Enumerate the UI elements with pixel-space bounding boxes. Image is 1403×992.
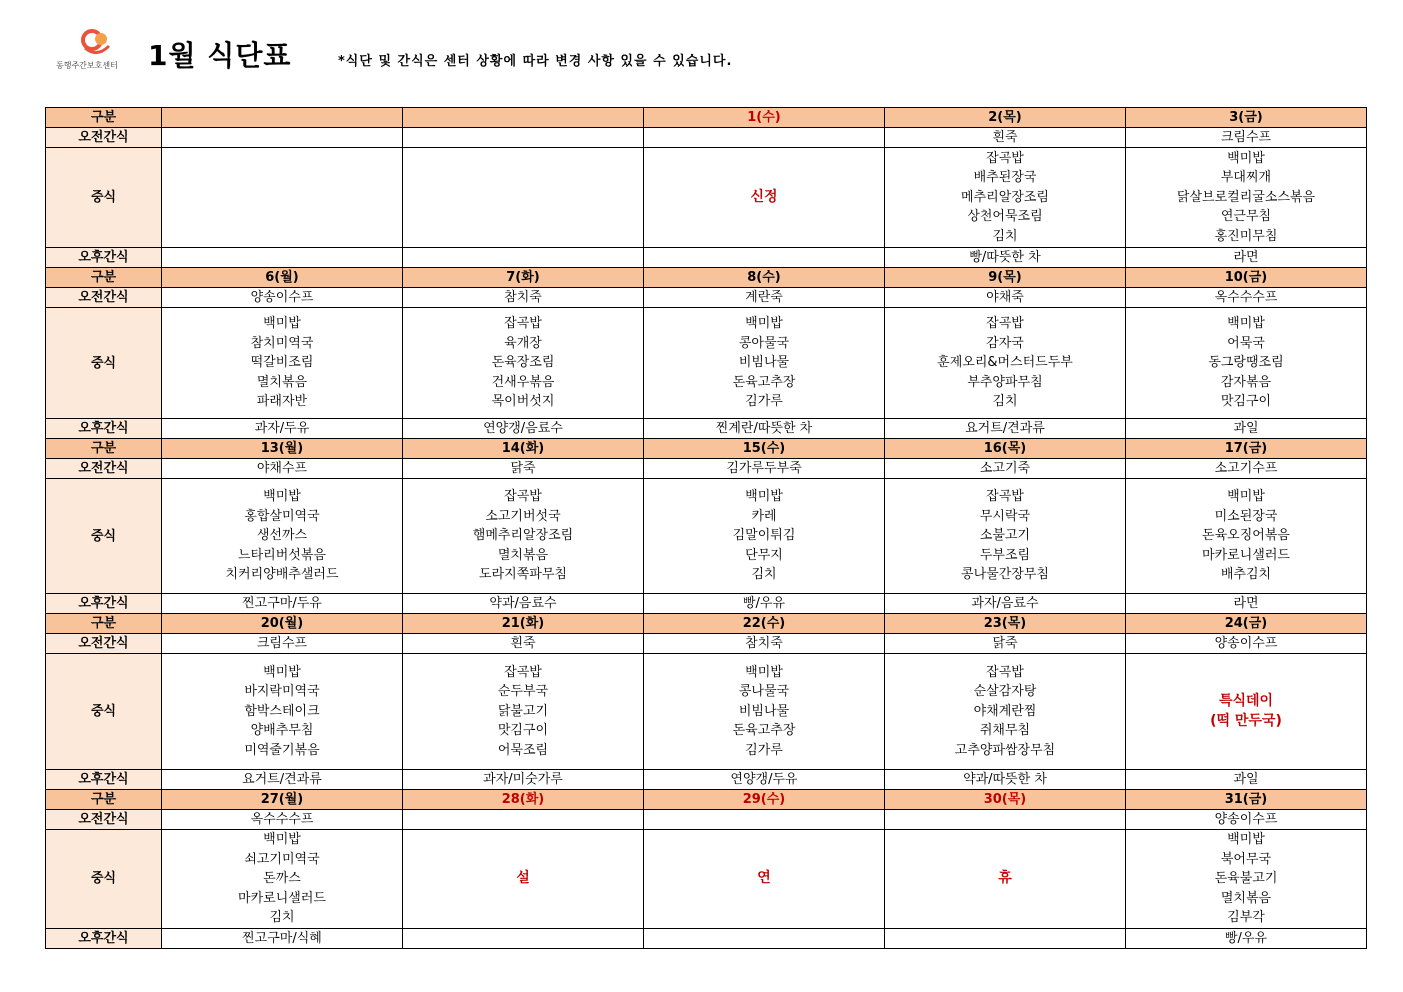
morning-snack-cell (403, 128, 644, 148)
day-header: 9(목) (885, 268, 1126, 288)
lunch-cell (162, 308, 403, 419)
morning-snack-row (46, 288, 1367, 308)
lunch-cell (644, 654, 885, 770)
day-header: 1(수) (644, 108, 885, 128)
afternoon-snack-cell: 과일 (1126, 419, 1367, 439)
menu-item: 김부각 (1227, 910, 1265, 925)
menu-item: 메추리알장조림 (961, 189, 1049, 205)
morning-snack-cell: 소고기죽 (885, 459, 1126, 479)
menu-item: 백미밥 (1227, 832, 1265, 847)
menu-item: 홍합살미역국 (244, 508, 320, 524)
page-title: 1월 식단표 (148, 39, 292, 72)
menu-item: 육개장 (504, 335, 542, 351)
menu-item: 햄메추리알장조림 (472, 528, 574, 544)
notice-text: *식단 및 간식은 센터 상황에 따라 변경 사항 있을 수 있습니다. (338, 54, 733, 69)
afternoon-snack-cell: 요거트/견과류 (162, 770, 403, 790)
menu-item: 닭살브로컬리굴소스볶음 (1176, 189, 1316, 205)
menu-item: 콩나물간장무침 (961, 567, 1049, 583)
menu-item: 콩나물국 (738, 684, 790, 700)
menu-item: 김가루 (745, 742, 783, 758)
menu-item: 콩아물국 (738, 335, 790, 351)
morning-snack-label: 오전간식 (46, 810, 162, 830)
menu-item: 함박스테이크 (244, 703, 320, 719)
afternoon-snack-cell: 찐고구마/식혜 (162, 928, 403, 948)
menu-item: 북어무국 (1220, 851, 1272, 867)
morning-snack-row (46, 634, 1367, 654)
menu-item: 마카로니샐러드 (238, 890, 326, 906)
lunch-cell (885, 148, 1126, 248)
menu-item: 양배추무침 (250, 723, 314, 739)
menu-item: 신정 (750, 188, 778, 205)
lunch-cell (644, 479, 885, 594)
day-header: 21(화) (403, 614, 644, 634)
morning-snack-label: 오전간식 (46, 128, 162, 148)
menu-item: 야채계란찜 (973, 703, 1037, 719)
menu-item: 상천어묵조림 (967, 209, 1043, 225)
afternoon-snack-cell: 빵/우유 (1126, 928, 1367, 948)
menu-item: 쥐채무침 (979, 723, 1031, 739)
menu-item: 잡곡밥 (504, 316, 542, 332)
menu-item: 고추양파쌈장무침 (954, 742, 1056, 758)
day-header (403, 108, 644, 128)
menu-item: 돈까스 (263, 871, 301, 886)
morning-snack-row (46, 459, 1367, 479)
menu-item: 돈육불고기 (1214, 871, 1278, 886)
afternoon-snack-label: 오후간식 (46, 248, 162, 268)
afternoon-snack-row (46, 248, 1367, 268)
day-header: 16(목) (885, 439, 1126, 459)
menu-item: 비빔나물 (738, 703, 790, 719)
menu-item: 치커리양배추샐러드 (225, 567, 339, 583)
menu-item: 백미밥 (745, 489, 783, 505)
morning-snack-cell: 닭죽 (403, 459, 644, 479)
morning-snack-cell: 참치죽 (644, 634, 885, 654)
morning-snack-cell: 양송이수프 (162, 288, 403, 308)
lunch-label: 중식 (46, 830, 162, 929)
afternoon-snack-cell (162, 248, 403, 268)
afternoon-snack-label: 오후간식 (46, 594, 162, 614)
lunch-cell (403, 479, 644, 594)
menu-item: 마카로니샐러드 (1202, 547, 1290, 563)
lunch-cell (644, 830, 885, 929)
menu-item: 백미밥 (1227, 150, 1265, 166)
lunch-cell (885, 479, 1126, 594)
day-header: 22(수) (644, 614, 885, 634)
morning-snack-cell: 양송이수프 (1126, 810, 1367, 830)
menu-item: 부대찌개 (1220, 170, 1272, 186)
menu-item: 설 (516, 870, 530, 886)
afternoon-snack-cell: 과자/음료수 (885, 594, 1126, 614)
menu-item: 생선까스 (256, 528, 308, 544)
menu-item: 파래자반 (256, 394, 308, 410)
day-header: 2(목) (885, 108, 1126, 128)
day-header: 20(월) (162, 614, 403, 634)
lunch-label: 중식 (46, 479, 162, 594)
menu-item: 잡곡밥 (986, 150, 1024, 166)
afternoon-snack-cell (644, 928, 885, 948)
center-logo (56, 28, 126, 74)
lunch-cell (162, 654, 403, 770)
week-header-row (46, 268, 1367, 288)
lunch-cell (885, 830, 1126, 929)
lunch-cell (1126, 148, 1367, 248)
gubun-label: 구분 (46, 614, 162, 634)
lunch-label: 중식 (46, 654, 162, 770)
afternoon-snack-row (46, 770, 1367, 790)
afternoon-snack-label: 오후간식 (46, 928, 162, 948)
meal-plan-table (45, 107, 1367, 949)
menu-item: 감자국 (986, 335, 1024, 351)
lunch-row (46, 830, 1367, 929)
afternoon-snack-cell (403, 928, 644, 948)
morning-snack-cell (162, 128, 403, 148)
menu-item: 미소된장국 (1214, 508, 1278, 524)
menu-item: 연 (757, 870, 771, 886)
menu-item: 떡갈비조림 (250, 355, 314, 371)
menu-item: 잡곡밥 (504, 664, 542, 680)
morning-snack-cell: 옥수수수프 (162, 810, 403, 830)
lunch-row (46, 479, 1367, 594)
morning-snack-cell: 야채죽 (885, 288, 1126, 308)
menu-item: 멸치볶음 (1220, 890, 1272, 906)
morning-snack-cell: 흰죽 (403, 634, 644, 654)
menu-item: 돈육장조림 (491, 355, 555, 371)
menu-item: 백미밥 (263, 832, 301, 847)
menu-item: 감자볶음 (1220, 374, 1272, 390)
gubun-label: 구분 (46, 439, 162, 459)
menu-item: 잡곡밥 (986, 489, 1024, 505)
afternoon-snack-cell (644, 248, 885, 268)
afternoon-snack-row (46, 594, 1367, 614)
day-header: 17(금) (1126, 439, 1367, 459)
day-header: 8(수) (644, 268, 885, 288)
heart-logo-icon (80, 28, 114, 58)
menu-item: 돈육고추장 (732, 374, 796, 390)
menu-item: 참치미역국 (250, 335, 314, 351)
lunch-cell (162, 830, 403, 929)
lunch-cell (1126, 479, 1367, 594)
lunch-cell (644, 308, 885, 419)
week-header-row (46, 108, 1367, 128)
menu-item: 느타리버섯볶음 (238, 547, 326, 563)
afternoon-snack-cell: 약과/음료수 (403, 594, 644, 614)
day-header: 6(월) (162, 268, 403, 288)
menu-item: 김가루 (745, 394, 783, 410)
afternoon-snack-cell: 빵/우유 (644, 594, 885, 614)
day-header: 31(금) (1126, 790, 1367, 810)
menu-item: 특식데이 (1218, 693, 1274, 709)
menu-item: 김치 (751, 567, 777, 583)
menu-item: 도라지쪽파무침 (479, 567, 567, 583)
menu-item: 홍진미무침 (1214, 228, 1278, 244)
afternoon-snack-cell: 라면 (1126, 248, 1367, 268)
afternoon-snack-label: 오후간식 (46, 419, 162, 439)
menu-item: 백미밥 (263, 316, 301, 332)
afternoon-snack-row (46, 928, 1367, 948)
menu-item: 어묵국 (1227, 335, 1265, 351)
menu-item: 김치 (269, 910, 295, 925)
day-header: 15(수) (644, 439, 885, 459)
lunch-cell (885, 654, 1126, 770)
morning-snack-cell: 닭죽 (885, 634, 1126, 654)
logo-text: 동행주간보호센터 (56, 61, 118, 70)
menu-item: 배추김치 (1220, 567, 1272, 583)
menu-item: 백미밥 (1227, 489, 1265, 505)
menu-item: 휴 (998, 870, 1012, 886)
lunch-label: 중식 (46, 148, 162, 248)
day-header: 10(금) (1126, 268, 1367, 288)
morning-snack-cell (403, 810, 644, 830)
menu-item: 바지락미역국 (244, 684, 320, 700)
menu-item: 백미밥 (263, 489, 301, 505)
menu-item: 무시락국 (979, 508, 1031, 524)
afternoon-snack-cell: 연양갱/두유 (644, 770, 885, 790)
afternoon-snack-cell (403, 248, 644, 268)
menu-item: 훈제오리&머스터드두부 (937, 355, 1073, 371)
day-header: 30(목) (885, 790, 1126, 810)
menu-item: 부추양파무침 (967, 374, 1043, 390)
menu-item: 백미밥 (745, 316, 783, 332)
menu-item: 김치 (992, 228, 1018, 244)
afternoon-snack-cell: 약과/따뜻한 차 (885, 770, 1126, 790)
menu-item: 쇠고기미역국 (244, 851, 320, 867)
menu-item: 배추된장국 (973, 170, 1037, 186)
morning-snack-label: 오전간식 (46, 459, 162, 479)
menu-item: 연근무침 (1220, 209, 1272, 225)
morning-snack-cell (885, 810, 1126, 830)
menu-item: 잡곡밥 (504, 489, 542, 505)
gubun-label: 구분 (46, 790, 162, 810)
menu-item: 소불고기 (979, 528, 1031, 544)
lunch-cell (1126, 654, 1367, 770)
morning-snack-cell: 양송이수프 (1126, 634, 1367, 654)
gubun-label: 구분 (46, 268, 162, 288)
week-header-row (46, 439, 1367, 459)
morning-snack-cell: 크림수프 (162, 634, 403, 654)
morning-snack-cell: 계란죽 (644, 288, 885, 308)
morning-snack-cell: 야채수프 (162, 459, 403, 479)
afternoon-snack-cell: 과자/미숫가루 (403, 770, 644, 790)
menu-item: 건새우볶음 (491, 374, 555, 390)
lunch-cell (1126, 308, 1367, 419)
menu-item: 돈육고추장 (732, 723, 796, 739)
menu-item: 멸치볶음 (256, 374, 308, 390)
menu-item: (떡 만두국) (1210, 712, 1282, 729)
menu-item: 맛김구이 (497, 723, 549, 739)
menu-item: 잡곡밥 (986, 316, 1024, 332)
lunch-cell (644, 148, 885, 248)
morning-snack-label: 오전간식 (46, 634, 162, 654)
morning-snack-cell: 크림수프 (1126, 128, 1367, 148)
lunch-cell (162, 148, 403, 248)
menu-item: 소고기버섯국 (485, 508, 561, 524)
menu-item: 백미밥 (1227, 316, 1265, 332)
morning-snack-cell (644, 810, 885, 830)
menu-item: 비빔나물 (738, 355, 790, 371)
day-header: 14(화) (403, 439, 644, 459)
afternoon-snack-cell: 연양갱/음료수 (403, 419, 644, 439)
morning-snack-cell: 참치죽 (403, 288, 644, 308)
morning-snack-cell: 김가루두부죽 (644, 459, 885, 479)
menu-item: 목이버섯지 (491, 394, 555, 410)
day-header: 28(화) (403, 790, 644, 810)
morning-snack-label: 오전간식 (46, 288, 162, 308)
day-header: 29(수) (644, 790, 885, 810)
menu-item: 순두부국 (497, 684, 549, 700)
lunch-row (46, 654, 1367, 770)
afternoon-snack-cell: 요거트/견과류 (885, 419, 1126, 439)
menu-item: 잡곡밥 (986, 664, 1024, 680)
day-header: 24(금) (1126, 614, 1367, 634)
afternoon-snack-cell: 라면 (1126, 594, 1367, 614)
menu-item: 단무지 (745, 547, 783, 563)
afternoon-snack-cell: 찐계란/따뜻한 차 (644, 419, 885, 439)
day-header: 27(월) (162, 790, 403, 810)
lunch-cell (1126, 830, 1367, 929)
lunch-cell (403, 830, 644, 929)
lunch-label: 중식 (46, 308, 162, 419)
lunch-row (46, 148, 1367, 248)
menu-item: 두부조림 (979, 547, 1031, 563)
menu-item: 닭불고기 (497, 703, 549, 719)
menu-item: 동그랑땡조림 (1208, 355, 1284, 371)
morning-snack-row (46, 128, 1367, 148)
lunch-cell (403, 654, 644, 770)
gubun-label: 구분 (46, 108, 162, 128)
day-header: 7(화) (403, 268, 644, 288)
day-header (162, 108, 403, 128)
lunch-cell (403, 148, 644, 248)
afternoon-snack-cell: 과자/두유 (162, 419, 403, 439)
menu-item: 돈육오징어볶음 (1202, 528, 1290, 544)
menu-item: 맛김구이 (1220, 394, 1272, 410)
lunch-row (46, 308, 1367, 419)
menu-item: 백미밥 (263, 664, 301, 680)
menu-item: 순살감자탕 (973, 684, 1037, 700)
week-header-row (46, 790, 1367, 810)
day-header: 23(목) (885, 614, 1126, 634)
lunch-cell (162, 479, 403, 594)
morning-snack-cell: 옥수수수프 (1126, 288, 1367, 308)
menu-item: 김치 (992, 394, 1018, 410)
morning-snack-cell: 소고기수프 (1126, 459, 1367, 479)
menu-item: 미역줄기볶음 (244, 742, 320, 758)
menu-item: 백미밥 (745, 664, 783, 680)
lunch-cell (403, 308, 644, 419)
morning-snack-cell (644, 128, 885, 148)
afternoon-snack-cell: 찐고구마/두유 (162, 594, 403, 614)
menu-item: 카레 (751, 508, 777, 524)
day-header: 13(월) (162, 439, 403, 459)
lunch-cell (885, 308, 1126, 419)
week-header-row (46, 614, 1367, 634)
afternoon-snack-cell: 과일 (1126, 770, 1367, 790)
menu-item: 어묵조림 (497, 742, 549, 758)
afternoon-snack-cell (885, 928, 1126, 948)
morning-snack-row (46, 810, 1367, 830)
afternoon-snack-label: 오후간식 (46, 770, 162, 790)
menu-item: 멸치볶음 (497, 547, 549, 563)
afternoon-snack-cell: 빵/따뜻한 차 (885, 248, 1126, 268)
afternoon-snack-row (46, 419, 1367, 439)
morning-snack-cell: 흰죽 (885, 128, 1126, 148)
page-header (56, 28, 1356, 78)
day-header: 3(금) (1126, 108, 1367, 128)
menu-item: 김말이튀김 (732, 528, 796, 544)
